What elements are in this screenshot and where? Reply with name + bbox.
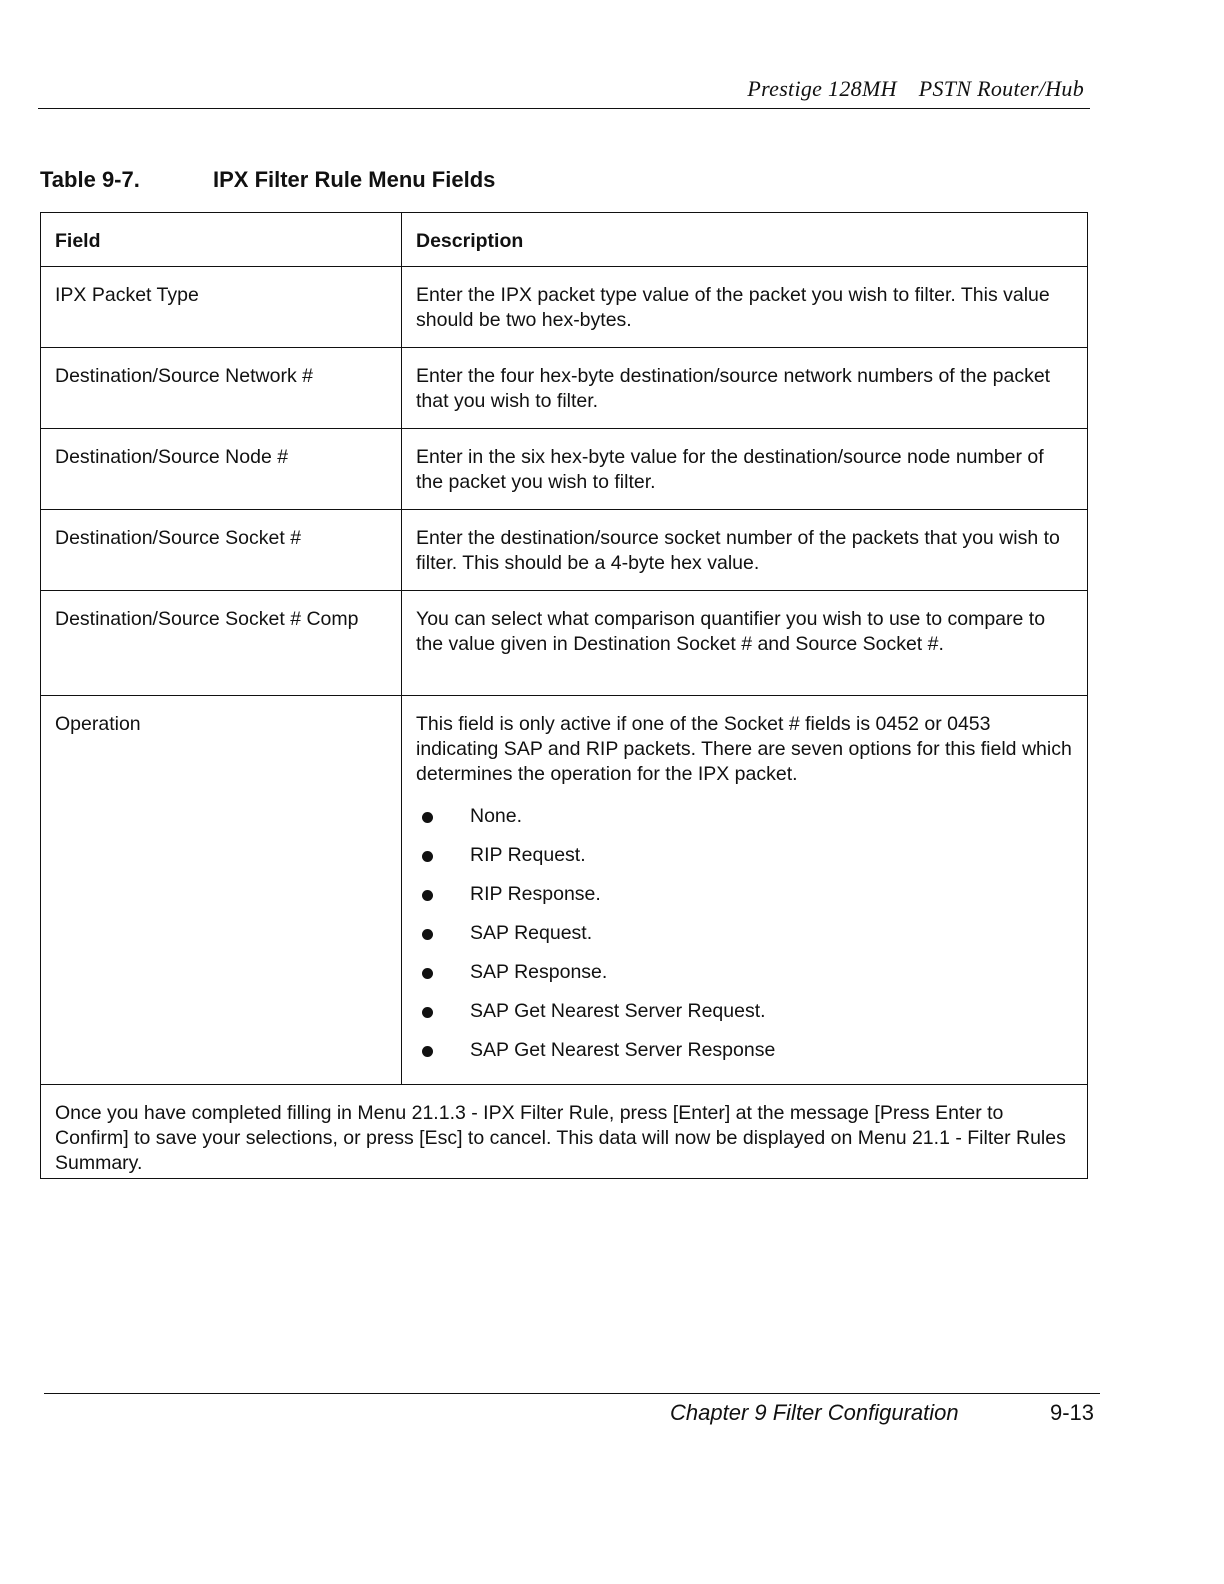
field-name: Destination/Source Node # <box>41 429 402 510</box>
header-subtitle: PSTN Router/Hub <box>918 76 1084 101</box>
field-description-cell <box>402 696 1088 1085</box>
field-name: IPX Packet Type <box>41 267 402 348</box>
header-rule <box>38 108 1090 109</box>
option-label: RIP Response. <box>470 883 601 905</box>
bullet-icon <box>422 812 433 823</box>
list-item <box>416 992 1073 1031</box>
bullet-icon <box>422 968 433 979</box>
table-row <box>41 591 1088 696</box>
field-name: Destination/Source Socket # <box>41 510 402 591</box>
table-row <box>41 267 1088 348</box>
option-label: SAP Response. <box>470 961 608 983</box>
table-number: Table 9-7. <box>40 167 140 192</box>
option-label: None. <box>470 805 523 827</box>
table-note: Once you have completed filling in Menu 21.1.3 - IPX Filter Rule, press [Enter] at the message [Press Enter to Confirm] to save your selections, or press [Esc] to cancel. This data will now be displayed on Menu 21.1 - Filter Rules Summary. <box>41 1085 1088 1179</box>
operation-options-list <box>416 797 1073 1070</box>
footer-rule <box>44 1393 1100 1394</box>
list-item <box>416 875 1073 914</box>
list-item <box>416 797 1073 836</box>
page-number: 9-13 <box>1049 1400 1094 1425</box>
option-label: RIP Request. <box>470 844 586 866</box>
table-row <box>41 429 1088 510</box>
list-item <box>416 914 1073 953</box>
list-item <box>416 953 1073 992</box>
field-description: You can select what comparison quantifier you wish to use to compare to the value given in Destination Socket # and Source Socket #. <box>402 591 1088 696</box>
option-label: SAP Request. <box>470 922 593 944</box>
column-header-field: Field <box>41 213 402 267</box>
table-title: IPX Filter Rule Menu Fields <box>213 167 496 192</box>
bullet-icon <box>422 890 433 901</box>
ipx-filter-fields-table <box>40 212 1088 1179</box>
field-description: Enter the destination/source socket number of the packets that you wish to filter. This should be a 4-byte hex value. <box>402 510 1088 591</box>
table-row <box>41 510 1088 591</box>
bullet-icon <box>422 1046 433 1057</box>
field-description: This field is only active if one of the Socket # fields is 0452 or 0453 indicating SAP and RIP packets. There are seven options for this field which determines the operation for the IPX packet. <box>416 713 1072 785</box>
table-caption <box>40 167 495 193</box>
column-header-description: Description <box>402 213 1088 267</box>
list-item <box>416 1031 1073 1070</box>
bullet-icon <box>422 851 433 862</box>
table-note-row <box>41 1085 1088 1179</box>
list-item <box>416 836 1073 875</box>
field-name: Destination/Source Network # <box>41 348 402 429</box>
bullet-icon <box>422 929 433 940</box>
field-description: Enter the four hex-byte destination/source network numbers of the packet that you wish to filter. <box>402 348 1088 429</box>
table-row <box>41 696 1088 1085</box>
table-header-row <box>41 213 1088 267</box>
option-label: SAP Get Nearest Server Response <box>470 1039 776 1061</box>
field-name: Destination/Source Socket # Comp <box>41 591 402 696</box>
footer-chapter: Chapter 9 Filter Configuration <box>670 1400 959 1425</box>
field-name: Operation <box>41 696 402 1085</box>
running-header <box>747 76 1084 102</box>
field-description: Enter the IPX packet type value of the packet you wish to filter. This value should be two hex-bytes. <box>402 267 1088 348</box>
header-product: Prestige 128MH <box>747 76 897 101</box>
option-label: SAP Get Nearest Server Request. <box>470 1000 766 1022</box>
table-row <box>41 348 1088 429</box>
field-description: Enter in the six hex-byte value for the destination/source node number of the packet you wish to filter. <box>402 429 1088 510</box>
bullet-icon <box>422 1007 433 1018</box>
